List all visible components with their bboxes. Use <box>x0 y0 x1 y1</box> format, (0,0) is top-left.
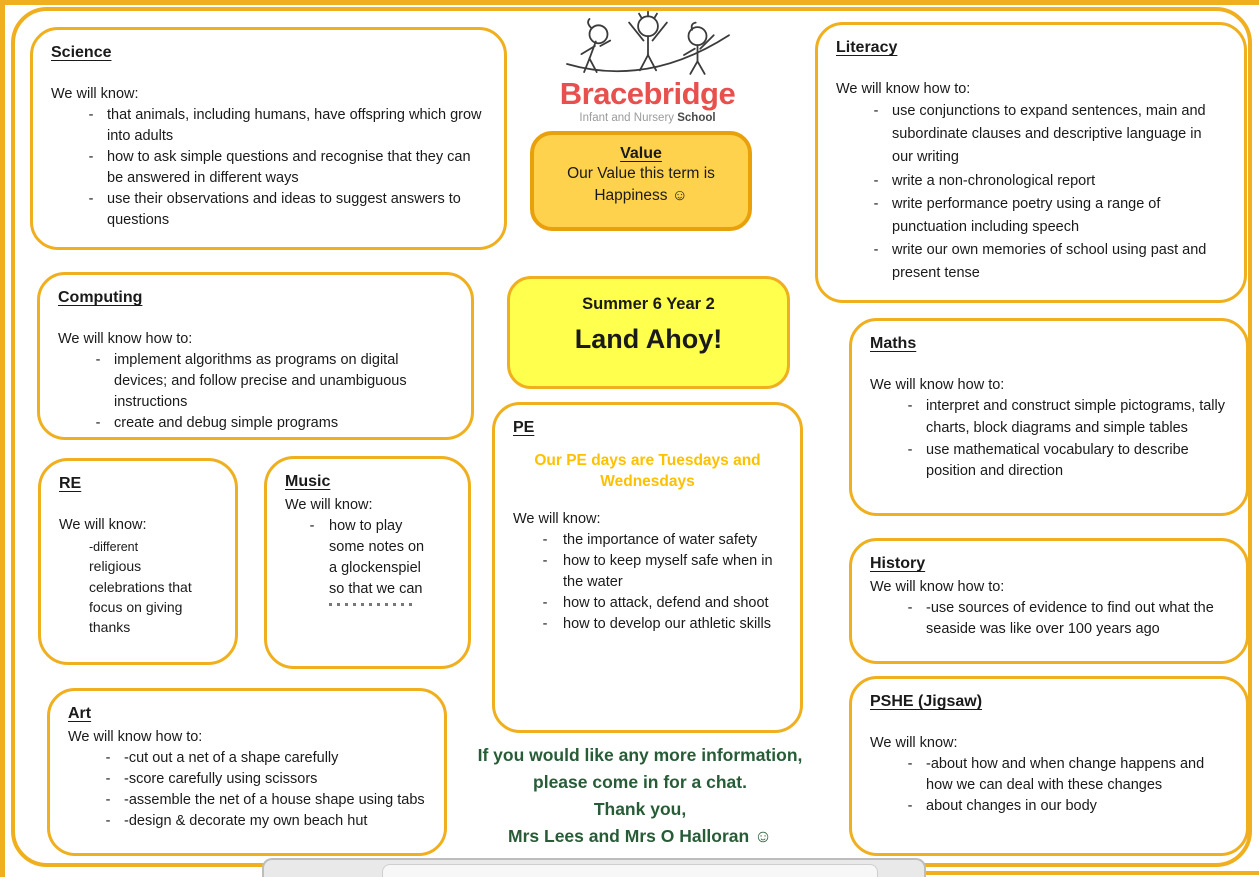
pe-days-note: Our PE days are Tuesdays and Wednesdays <box>534 452 761 490</box>
subject-box-art <box>47 688 447 856</box>
bullet-item: - -design & decorate my own beach hut <box>105 813 368 830</box>
bullet-item: - -cut out a net of a shape carefully <box>105 750 339 767</box>
pshe-intro: We will know: <box>870 735 958 751</box>
bullet-item: - write our own memories of school using past and present tense <box>873 242 1207 282</box>
outer-gold-strip-top <box>0 0 1259 5</box>
history-intro: We will know how to: <box>870 579 1005 595</box>
topic-name: Land Ahoy! <box>574 324 723 354</box>
art-bullet-list <box>92 748 426 832</box>
bullet-item: - about changes in our body <box>907 798 1097 815</box>
bullet-item: - -score carefully using scissors <box>105 771 318 788</box>
footer-line: Thank you, <box>593 799 687 820</box>
bullet-item: - how to develop our athletic skills <box>542 615 771 632</box>
clipped-text-fragment <box>329 603 415 606</box>
subject-box-music <box>264 456 471 669</box>
literacy-title: Literacy <box>836 39 898 56</box>
pe-title: PE <box>513 419 535 436</box>
next-page-frame-edge <box>926 871 1259 875</box>
bullet-item: - write a non-chronological report <box>873 172 1096 189</box>
computing-bullet-list <box>82 350 453 434</box>
footer-message <box>440 742 840 851</box>
pshe-title: PSHE (Jigsaw) <box>870 693 983 710</box>
bullet-item: - implement algorithms as programs on digital devices; and follow precise and unambiguous instructions <box>95 352 407 411</box>
value-box <box>530 131 752 231</box>
bullet-item: - use conjunctions to expand sentences, main and subordinate clauses and descriptive language in our writing <box>873 103 1206 166</box>
history-title: History <box>870 555 926 572</box>
maths-intro: We will know how to: <box>870 377 1005 393</box>
literacy-intro: We will know how to: <box>836 81 971 97</box>
re-bullet-text: -different religious celebrations that focus on giving thanks <box>89 540 192 636</box>
topic-title-box <box>507 276 790 389</box>
logo-subtitle: Infant and Nursery School <box>579 112 716 124</box>
bullet-item: - write performance poetry using a range of punctuation including speech <box>873 195 1161 235</box>
subject-box-science <box>30 27 507 250</box>
pshe-bullet-list <box>894 754 1228 817</box>
literacy-bullet-list <box>860 100 1226 286</box>
logo-wordmark: Bracebridge <box>559 76 736 111</box>
subject-box-pshe <box>849 676 1249 856</box>
music-title: Music <box>285 473 331 490</box>
computing-title: Computing <box>58 289 143 306</box>
value-line-1: Our Value this term is <box>567 165 715 182</box>
school-logo <box>520 10 775 128</box>
science-intro: We will know: <box>51 86 139 102</box>
re-title: RE <box>59 475 82 492</box>
bullet-item: - -about how and when change happens and how we can deal with these changes <box>907 756 1205 794</box>
bullet-item: - that animals, including humans, have offspring which grow into adults <box>88 107 482 145</box>
bullet-item: - use their observations and ideas to suggest answers to questions <box>88 191 461 229</box>
bullet-item: - how to play some notes on a glockenspiel so that we can <box>309 518 425 598</box>
art-intro: We will know how to: <box>68 729 203 745</box>
subject-box-pe <box>492 402 803 733</box>
subject-box-history <box>849 538 1249 664</box>
music-intro: We will know: <box>285 497 373 513</box>
maths-title: Maths <box>870 335 917 352</box>
bullet-item: - how to ask simple questions and recognise that they can be answered in different ways <box>88 149 471 187</box>
bullet-item: - interpret and construct simple pictograms, tally charts, block diagrams and simple tables <box>907 398 1225 436</box>
value-line-2: Happiness ☺ <box>594 187 688 205</box>
pe-bullet-list <box>527 530 782 635</box>
term-label: Summer 6 Year 2 <box>582 295 715 313</box>
subject-box-maths <box>849 318 1249 516</box>
footer-line: please come in for a chat. <box>533 772 747 793</box>
bullet-item: - create and debug simple programs <box>95 415 339 432</box>
science-bullet-list <box>75 105 486 231</box>
subject-box-re <box>38 458 238 665</box>
re-intro: We will know: <box>59 517 147 533</box>
maths-bullet-list <box>894 396 1228 483</box>
outer-gold-strip-left <box>0 0 5 877</box>
bottom-partial-bar[interactable] <box>262 858 926 877</box>
pe-intro: We will know: <box>513 510 601 527</box>
history-bullet-list <box>894 598 1228 640</box>
art-title: Art <box>68 705 92 722</box>
music-bullet-list <box>295 516 450 600</box>
bullet-item: - -assemble the net of a house shape using tabs <box>105 792 425 809</box>
bullet-item: - how to attack, defend and shoot <box>542 594 769 611</box>
subject-box-computing <box>37 272 474 440</box>
science-title: Science <box>51 44 112 61</box>
bullet-item: - -use sources of evidence to find out what the seaside was like over 100 years ago <box>907 600 1214 638</box>
bullet-item: - the importance of water safety <box>542 531 758 548</box>
footer-line: If you would like any more information, <box>477 745 803 765</box>
footer-line: Mrs Lees and Mrs O Halloran ☺ <box>508 826 772 847</box>
subject-box-literacy <box>815 22 1247 303</box>
computing-intro: We will know how to: <box>58 331 193 347</box>
bullet-item: - use mathematical vocabulary to describe position and direction <box>907 441 1189 480</box>
bottom-partial-bar-inner <box>382 864 878 877</box>
bullet-item: - how to keep myself safe when in the water <box>542 552 773 590</box>
logo-children-illustration <box>543 10 753 82</box>
value-title: Value <box>620 145 662 162</box>
